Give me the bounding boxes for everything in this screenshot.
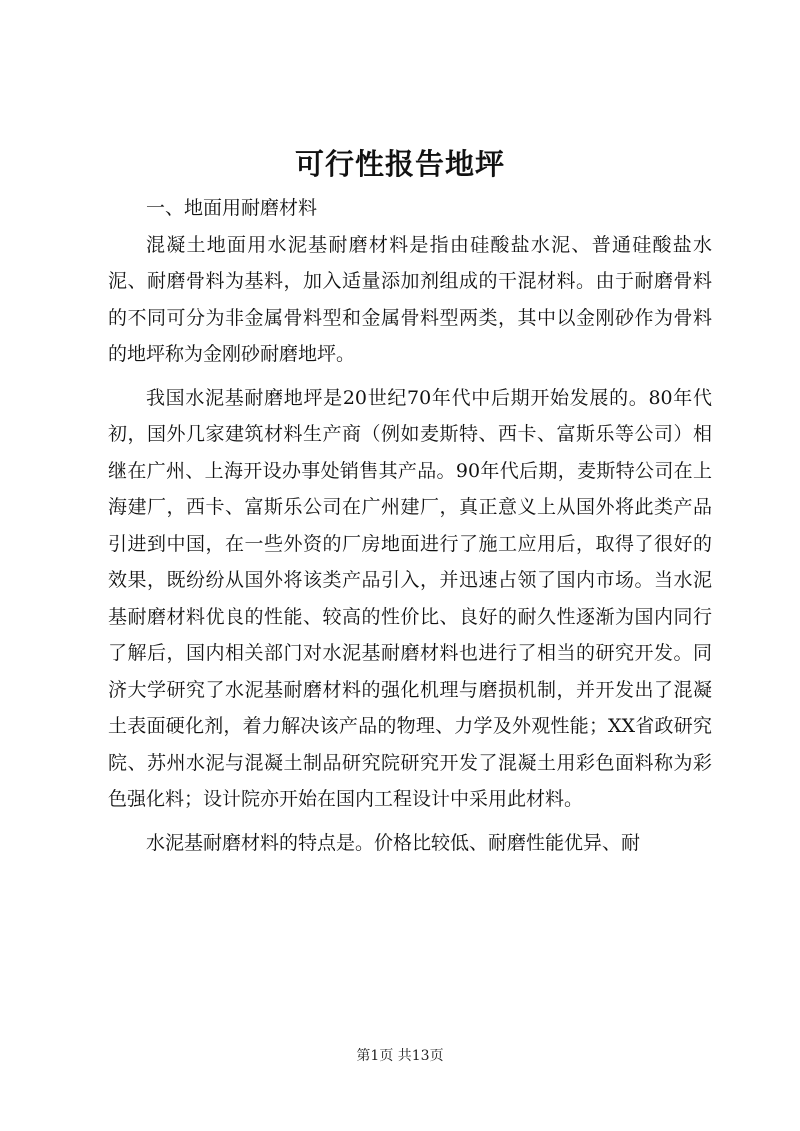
document-body [108,190,712,861]
paragraph-gap [108,373,712,380]
page-footer: 第1页 共13页 [356,1048,444,1064]
paragraph-1: 混凝土地面用水泥基耐磨材料是指由硅酸盐水泥、普通硅酸盐水泥、耐磨骨料为基料，加入适量添加剂组成的干混材料。由于耐磨骨料的不同可分为非金属骨料型和金属骨料型两类，其中以金刚砂作为骨料的地坪称为金刚砂耐磨地坪。 [108,233,712,365]
paragraph-3: 水泥基耐磨材料的特点是。价格比较低、耐磨性能优异、耐 [146,831,641,854]
paragraph-2: 我国水泥基耐磨地坪是20世纪70年代中后期开始发展的。80年代初，国外几家建筑材料生产商（例如麦斯特、西卡、富斯乐等公司）相继在广州、上海开设办事处销售其产品。90年代后期，麦斯特公司在上海建厂，西卡、富斯乐公司在广州建厂，真正意义上从国外将此类产品引进到中国，在一些外资的厂房地面进行了施工应用后，取得了很好的效果，既纷纷从国外将该类产品引入，并迅速占领了国内市场。当水泥基耐磨材料优良的性能、较高的性价比、良好的耐久性逐渐为国内同行了解后，国内相关部门对水泥基耐磨材料也进行了相当的研究开发。同济大学研究了水泥基耐磨材料的强化机理与磨损机制，并开发出了混凝土表面硬化剂，着力解决该产品的物理、力学及外观性能；XX省政研究院、苏州水泥与混凝土制品研究院研究开发了混凝土用彩色面料称为彩色强化料；设计院亦开始在国内工程设计中采用此材料。 [108,386,712,810]
page-title: 可行性报告地坪 [294,147,505,181]
paragraph-gap [108,818,712,825]
section-heading: 一、地面用耐磨材料 [146,197,318,219]
